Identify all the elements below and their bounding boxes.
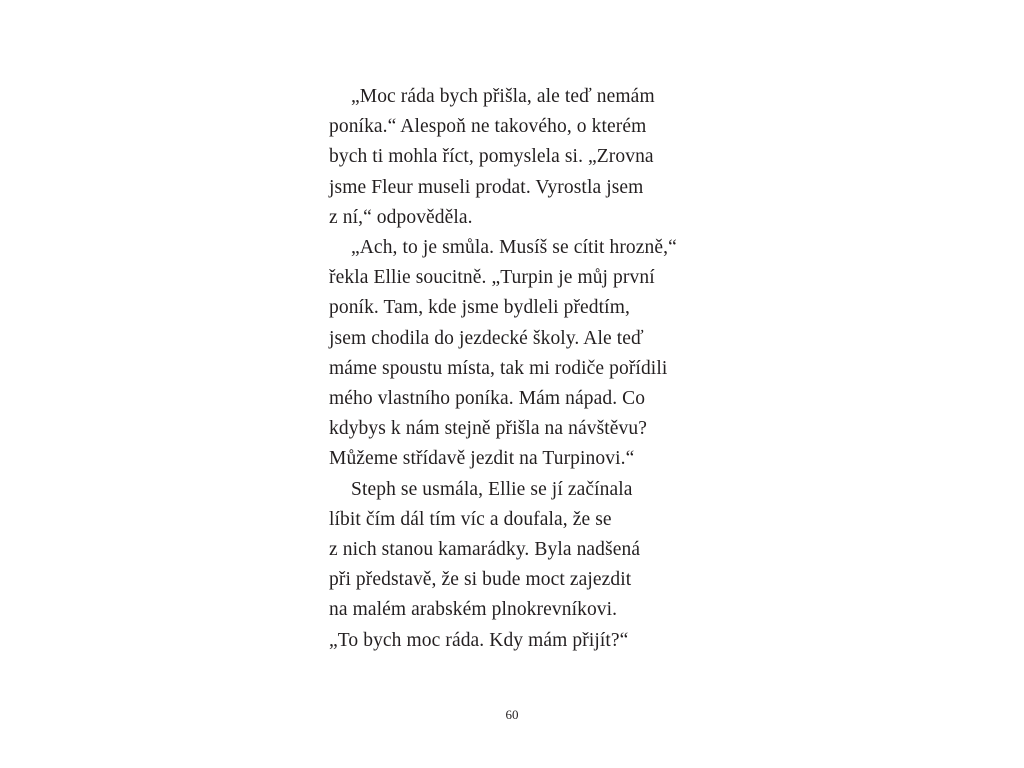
text-line: „Ach, to je smůla. Musíš se cítit hrozně,“ — [351, 237, 677, 259]
text-line: mého vlastního poníka. Mám nápad. Co — [329, 388, 646, 410]
page-number: 60 — [505, 707, 519, 722]
text-line: z ní,“ odpověděla. — [329, 206, 473, 228]
text-line: na malém arabském plnokrevníkovi. — [329, 599, 618, 621]
body-text — [329, 82, 709, 656]
text-line: poník. Tam, kde jsme bydleli předtím, — [329, 297, 630, 319]
text-line: „Moc ráda bych přišla, ale teď nemám — [351, 86, 655, 107]
text-line: kdybys k nám stejně přišla na návštěvu? — [329, 418, 647, 440]
text-line: Můžeme střídavě jezdit na Turpinovi.“ — [329, 448, 635, 470]
text-line: „To bych moc ráda. Kdy mám přijít?“ — [329, 629, 629, 651]
text-line: máme spoustu místa, tak mi rodiče pořídili — [329, 357, 668, 379]
text-line: při představě, že si bude moct zajezdit — [329, 569, 632, 591]
text-line: řekla Ellie soucitně. „Turpin je můj první — [329, 267, 655, 289]
text-line: poníka.“ Alespoň ne takového, o kterém — [329, 116, 647, 138]
text-line: Steph se usmála, Ellie se jí začínala — [351, 478, 633, 500]
text-line: jsme Fleur museli prodat. Vyrostla jsem — [329, 176, 644, 198]
text-line: z nich stanou kamarádky. Byla nadšená — [329, 539, 641, 561]
text-line: bych ti mohla říct, pomyslela si. „Zrovna — [329, 146, 654, 168]
text-line: líbit čím dál tím víc a doufala, že se — [329, 508, 612, 530]
text-line: jsem chodila do jezdecké školy. Ale teď — [329, 327, 644, 349]
